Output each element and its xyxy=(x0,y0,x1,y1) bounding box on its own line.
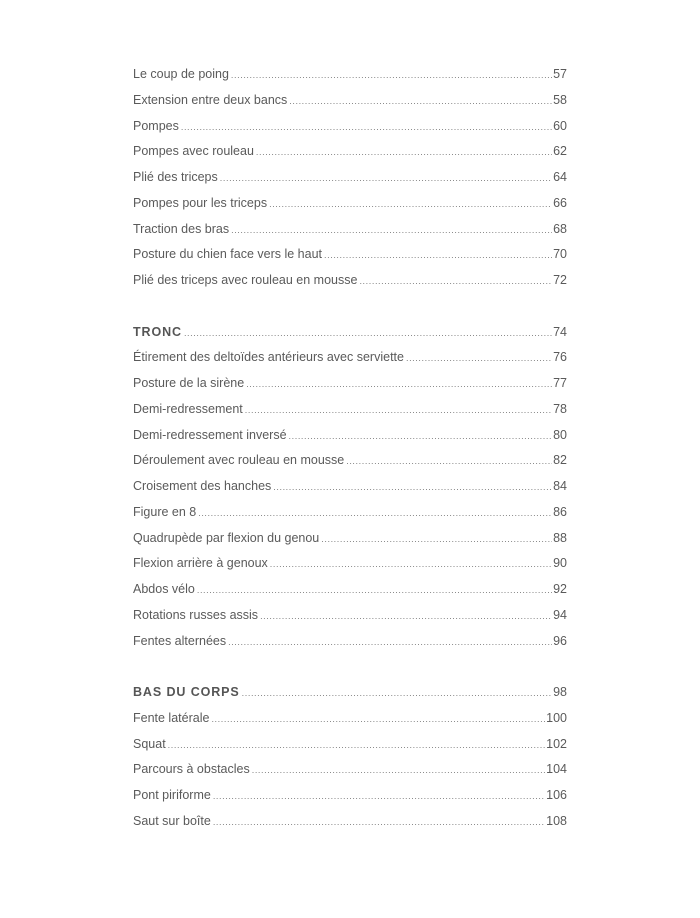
toc-entry[interactable] xyxy=(133,577,567,603)
page-number: 88 xyxy=(553,530,567,545)
page-number: 57 xyxy=(553,67,567,81)
table-of-contents xyxy=(133,62,567,835)
dot-leader xyxy=(256,140,552,166)
dot-leader xyxy=(260,604,552,630)
dot-leader xyxy=(231,63,552,89)
page-number: 86 xyxy=(553,504,567,519)
toc-entry[interactable] xyxy=(133,757,567,783)
entry-title: Pompes avec rouleau xyxy=(133,144,254,159)
page-number: 104 xyxy=(546,762,567,777)
toc-entry[interactable] xyxy=(133,603,567,629)
entry-title: Quadrupède par flexion du genou xyxy=(133,530,320,545)
page-number: 66 xyxy=(553,195,567,210)
page-number: 84 xyxy=(553,479,567,493)
toc-entry[interactable] xyxy=(133,500,567,526)
toc-entry[interactable] xyxy=(133,526,567,552)
page-number: 96 xyxy=(553,633,567,648)
page-number: 58 xyxy=(553,92,567,107)
toc-entry[interactable] xyxy=(133,732,567,758)
toc-section-heading[interactable] xyxy=(133,320,567,346)
dot-leader xyxy=(273,475,552,501)
toc-entry[interactable] xyxy=(133,706,567,732)
toc-section-heading[interactable] xyxy=(133,680,567,706)
toc-entry[interactable] xyxy=(133,242,567,268)
dot-leader xyxy=(213,810,545,836)
page-number: 72 xyxy=(553,273,567,287)
dot-leader xyxy=(184,321,552,347)
page-number: 77 xyxy=(553,376,567,390)
page-number: 106 xyxy=(546,788,567,802)
entry-title: Demi-redressement xyxy=(133,401,243,416)
dot-leader xyxy=(242,681,552,707)
page-number: 92 xyxy=(553,582,567,596)
entry-title: Déroulement avec rouleau en mousse xyxy=(133,453,345,468)
dot-leader xyxy=(168,733,545,759)
page-number: 102 xyxy=(546,736,567,751)
page-number: 70 xyxy=(553,247,567,262)
toc-entry[interactable] xyxy=(133,165,567,191)
section-spacer xyxy=(133,654,567,680)
page-number: 90 xyxy=(553,556,567,571)
toc-entry[interactable] xyxy=(133,88,567,114)
entry-title: Étirement des deltoïdes antérieurs avec serviette xyxy=(133,350,404,365)
toc-entry[interactable] xyxy=(133,114,567,140)
page-number: 94 xyxy=(553,607,567,622)
page-number: 60 xyxy=(553,118,567,133)
page-number: 100 xyxy=(546,710,567,725)
entry-title: Plié des triceps xyxy=(133,170,218,184)
entry-title: Fentes alternées xyxy=(133,633,227,648)
dot-leader xyxy=(270,552,552,578)
dot-leader xyxy=(213,784,545,810)
page-number: 64 xyxy=(553,170,567,184)
dot-leader xyxy=(252,758,545,784)
page-number: 76 xyxy=(553,350,567,365)
dot-leader xyxy=(211,707,545,733)
toc-entry[interactable] xyxy=(133,783,567,809)
entry-title: Flexion arrière à genoux xyxy=(133,556,268,571)
entry-title: Posture de la sirène xyxy=(133,376,245,390)
entry-title: Rotations russes assis xyxy=(133,607,259,622)
toc-entry[interactable] xyxy=(133,191,567,217)
entry-title: Abdos vélo xyxy=(133,582,195,596)
toc-entry[interactable] xyxy=(133,397,567,423)
page-number: 98 xyxy=(553,685,567,699)
entry-title: Pompes xyxy=(133,118,179,133)
entry-title: Plié des triceps avec rouleau en mousse xyxy=(133,273,358,287)
toc-entry[interactable] xyxy=(133,371,567,397)
dot-leader xyxy=(321,527,552,553)
entry-title: Figure en 8 xyxy=(133,504,197,519)
toc-section-group xyxy=(133,680,567,835)
toc-entry[interactable] xyxy=(133,139,567,165)
dot-leader xyxy=(406,346,552,372)
toc-entry[interactable] xyxy=(133,809,567,835)
entry-title: Pompes pour les triceps xyxy=(133,195,268,210)
dot-leader xyxy=(181,115,552,141)
dot-leader xyxy=(246,372,552,398)
page-number: 78 xyxy=(553,401,567,416)
dot-leader xyxy=(231,218,552,244)
dot-leader xyxy=(269,192,552,218)
entry-title: Fente latérale xyxy=(133,710,210,725)
dot-leader xyxy=(289,89,552,115)
toc-entry[interactable] xyxy=(133,345,567,371)
entry-title: Le coup de poing xyxy=(133,67,229,81)
entry-title: Posture du chien face vers le haut xyxy=(133,247,323,262)
toc-section-group xyxy=(133,62,567,294)
toc-section-group xyxy=(133,320,567,655)
page-number: 68 xyxy=(553,221,567,236)
entry-title: Parcours à obstacles xyxy=(133,762,250,777)
entry-title: Traction des bras xyxy=(133,221,230,236)
toc-entry[interactable] xyxy=(133,217,567,243)
entry-title: Saut sur boîte xyxy=(133,813,211,828)
dot-leader xyxy=(198,501,552,527)
toc-entry[interactable] xyxy=(133,629,567,655)
page-number: 82 xyxy=(553,453,567,468)
page-number: 62 xyxy=(553,144,567,159)
dot-leader xyxy=(289,424,553,450)
section-title: BAS DU CORPS xyxy=(133,685,240,699)
dot-leader xyxy=(245,398,552,424)
toc-entry[interactable] xyxy=(133,551,567,577)
entry-title: Croisement des hanches xyxy=(133,479,272,493)
page-number: 74 xyxy=(553,324,567,339)
page-number: 80 xyxy=(553,427,567,442)
section-title: TRONC xyxy=(133,324,182,339)
toc-entry[interactable] xyxy=(133,474,567,500)
toc-entry[interactable] xyxy=(133,448,567,474)
toc-entry[interactable] xyxy=(133,423,567,449)
page-number: 108 xyxy=(546,813,567,828)
entry-title: Extension entre deux bancs xyxy=(133,92,288,107)
toc-entry[interactable] xyxy=(133,62,567,88)
dot-leader xyxy=(359,269,552,295)
entry-title: Demi-redressement inversé xyxy=(133,427,287,442)
toc-entry[interactable] xyxy=(133,268,567,294)
entry-title: Pont piriforme xyxy=(133,788,211,802)
dot-leader xyxy=(228,630,552,656)
section-spacer xyxy=(133,294,567,320)
entry-title: Squat xyxy=(133,736,166,751)
dot-leader xyxy=(346,449,552,475)
dot-leader xyxy=(197,578,552,604)
dot-leader xyxy=(324,243,552,269)
dot-leader xyxy=(220,166,552,192)
